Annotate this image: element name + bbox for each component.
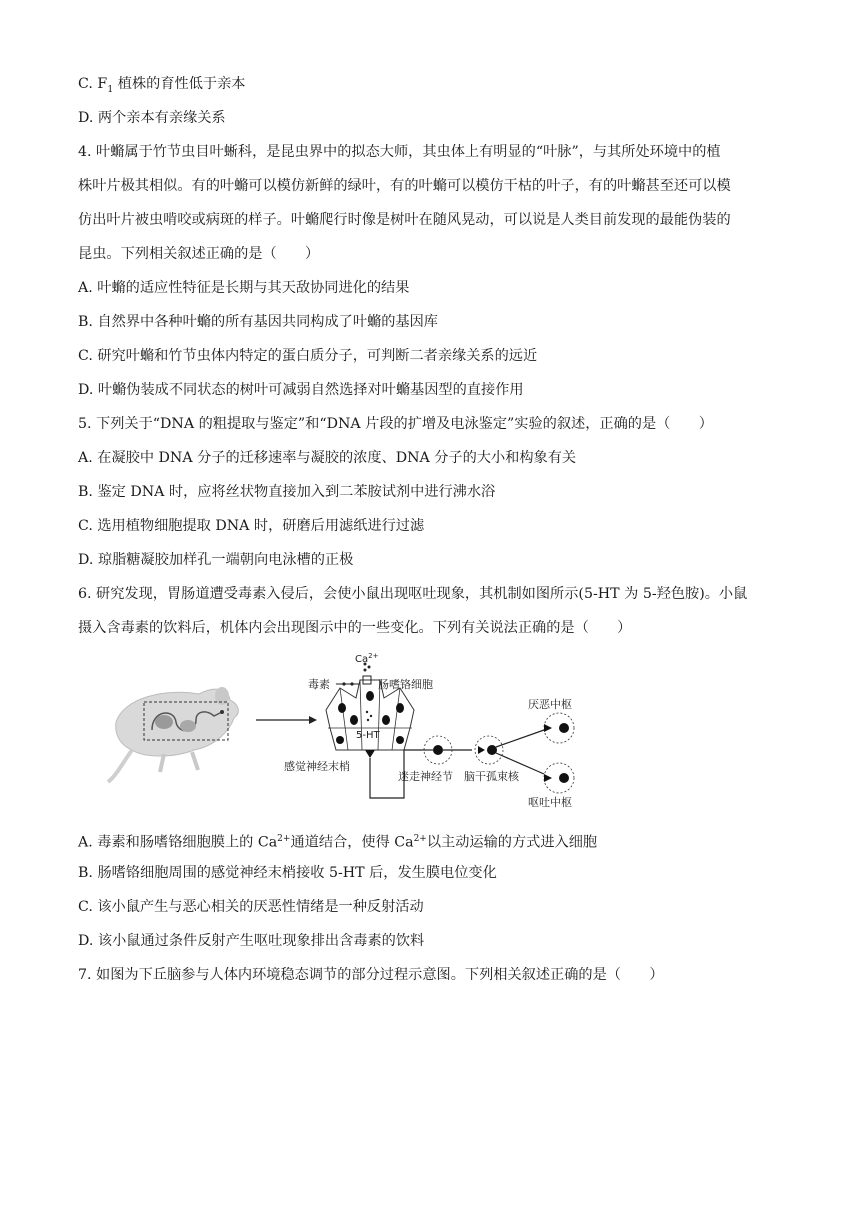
q6-option-c: C. 该小鼠产生与恶心相关的厌恶性情绪是一种反射活动: [78, 899, 424, 915]
q5-stem: 5. 下列关于“DNA 的粗提取与鉴定”和“DNA 片段的扩增及电泳鉴定”实验的叙述，正确的是（ ）: [78, 416, 713, 432]
q4-stem-line1: 4. 叶䗛属于竹节虫目叶蜥科，是昆虫界中的拟态大师，其虫体上有明显的“叶脉”，与其所处环境中的植: [78, 144, 721, 160]
label-ca: $Ca^{2+}$: [355, 652, 379, 665]
q4-option-d: D. 叶䗛伪装成不同状态的树叶可减弱自然选择对叶䗛基因型的直接作用: [78, 382, 524, 398]
vomiting-mechanism-figure: [104, 650, 604, 810]
q6-option-b: B. 肠嗜铬细胞周围的感觉神经末梢接收 5-HT 后，发生膜电位变化: [78, 865, 497, 881]
q4-stem-line4: 昆虫。下列相关叙述正确的是（ ）: [78, 246, 320, 262]
mouse-illustration: [108, 687, 238, 782]
q6-option-d: D. 该小鼠通过条件反射产生呕吐现象排出含毒素的饮料: [78, 933, 425, 949]
label-aversion-center: 厌恶中枢: [528, 698, 572, 711]
q5-option-d: D. 琼脂糖凝胶加样孔一端朝向电泳槽的正极: [78, 552, 354, 568]
q5-option-c: C. 选用植物细胞提取 DNA 时，研磨后用滤纸进行过滤: [78, 518, 425, 534]
q6-option-a: A. 毒素和肠嗜铬细胞膜上的 $Ca^{2+}$通道结合，使得 $Ca^{2+}$以主动运输的方式进入细胞: [78, 834, 598, 851]
intestinal-epithelium: [326, 663, 414, 759]
q7-stem: 7. 如图为下丘脑参与人体内环境稳态调节的部分过程示意图。下列相关叙述正确的是（ ）: [78, 967, 664, 983]
option-c-q3: C. $F_1$ 植株的育性低于亲本: [78, 76, 246, 95]
option-d-q3: D. 两个亲本有亲缘关系: [78, 110, 226, 126]
q5-option-a: A. 在凝胶中 DNA 分子的迁移速率与凝胶的浓度、DNA 分子的大小和构象有关: [78, 450, 577, 466]
label-vomit-center: 呕吐中枢: [528, 796, 572, 809]
q4-option-c: C. 研究叶䗛和竹节虫体内特定的蛋白质分子，可判断二者亲缘关系的远近: [78, 348, 538, 364]
q5-option-b: B. 鉴定 DNA 时，应将丝状物直接加入到二苯胺试剂中进行沸水浴: [78, 484, 496, 500]
q4-option-b: B. 自然界中各种叶䗛的所有基因共同构成了叶䗛的基因库: [78, 314, 438, 330]
q4-option-a: A. 叶䗛的适应性特征是长期与其天敌协同进化的结果: [78, 280, 410, 296]
q6-stem-line1: 6. 研究发现，胃肠道遭受毒素入侵后，会使小鼠出现呕吐现象，其机制如图所示(5-HT 为 5-羟色胺)。小鼠: [78, 586, 748, 602]
label-ec-cell: 肠嗜铬细胞: [378, 678, 433, 691]
label-vagal-ganglion: 迷走神经节: [398, 770, 453, 783]
label-brainstem-nucleus: 脑干孤束核: [464, 770, 519, 783]
q6-stem-line2: 摄入含毒素的饮料后，机体内会出现图示中的一些变化。下列有关说法正确的是（ ）: [78, 620, 632, 636]
label-5ht: 5-HT: [356, 730, 380, 741]
label-toxin: 毒素: [308, 678, 330, 691]
q4-stem-line3: 仿出叶片被虫啃咬或病斑的样子。叶䗛爬行时像是树叶在随风晃动，可以说是人类目前发现的最能伪装的: [78, 212, 731, 228]
q4-stem-line2: 株叶片极其相似。有的叶䗛可以模仿新鲜的绿叶，有的叶䗛可以模仿干枯的叶子，有的叶䗛甚至还可以模: [78, 178, 731, 194]
arrow-to-cells: [256, 716, 317, 724]
label-sensory-ending: 感觉神经末梢: [284, 760, 350, 773]
